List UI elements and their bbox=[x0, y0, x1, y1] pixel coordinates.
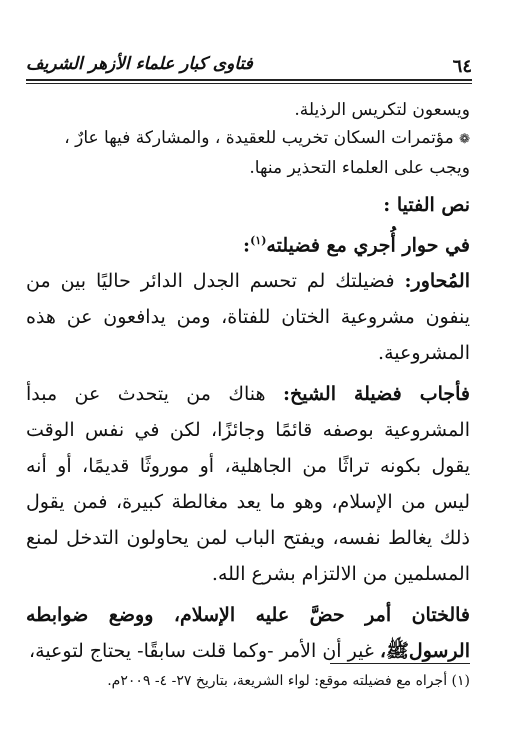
interview-colon: : bbox=[243, 234, 251, 257]
page-header bbox=[26, 50, 472, 84]
interviewer-label: المُحاور: bbox=[404, 270, 470, 293]
interview-intro-text: في حوار أُجري مع فضيلته bbox=[266, 234, 470, 257]
fatwa-heading: نص الفتيا : bbox=[383, 194, 470, 216]
closing-bold-text: فالختان أمر حضَّ عليه الإسلام، ووضع ضوابطه الرسولﷺ، bbox=[26, 604, 470, 663]
header-rule bbox=[26, 79, 472, 81]
closing-text: غير أن الأمر -وكما قلت سابقًا- يحتاج لتوعية، bbox=[29, 640, 374, 663]
interview-intro bbox=[26, 223, 470, 263]
bullet-paragraph bbox=[26, 124, 470, 154]
header-rule-thin bbox=[26, 83, 472, 84]
footnote: (١) أجراه مع فضيلته موقع: لواء الشريعة، بتاريخ ٢٧- ٤- ٢٠٠٩م. bbox=[107, 673, 470, 689]
footnote-marker: (١) bbox=[250, 234, 267, 247]
body-line: ويجب على العلماء التحذير منها. bbox=[249, 158, 470, 178]
page-number: ٦٤ bbox=[452, 56, 472, 77]
flower-ornament-icon: ❁ bbox=[459, 132, 470, 147]
answer-paragraph bbox=[26, 376, 470, 592]
question-text: فضيلتك لم تحسم الجدل الدائر حاليًا بين من ينفون مشروعية الختان للفتاة، ومن يدافعون عن هذه المشروعية. bbox=[26, 270, 470, 365]
question-paragraph bbox=[26, 263, 470, 371]
body-line: مؤتمرات السكان تخريب للعقيدة ، والمشاركة فيها عارٌ ، bbox=[64, 128, 454, 148]
closing-paragraph bbox=[26, 597, 470, 669]
running-title: فتاوى كبار علماء الأزهر الشريف bbox=[26, 54, 253, 74]
answer-text: هناك من يتحدث عن مبدأ المشروعية بوصفه قائمًا وجائزًا، لكن في نفس الوقت يقول بكونه تراثًا من الجاهلية، أو موروثًا قديمًا، أو أنه ليس من الإسلام، وهو ما يعد مغالطة كبيرة، فمن يقول ذلك يغالط نفسه، ويفتح الباب لمن يحاولون التدخل لمنع المسلمين من الالتزام بشرع الله. bbox=[26, 383, 470, 586]
sheikh-label: فأجاب فضيلة الشيخ: bbox=[282, 383, 470, 406]
body-line: ويسعون لتكريس الرذيلة. bbox=[294, 100, 470, 120]
footnote-rule bbox=[330, 663, 470, 664]
page-body bbox=[26, 96, 470, 669]
